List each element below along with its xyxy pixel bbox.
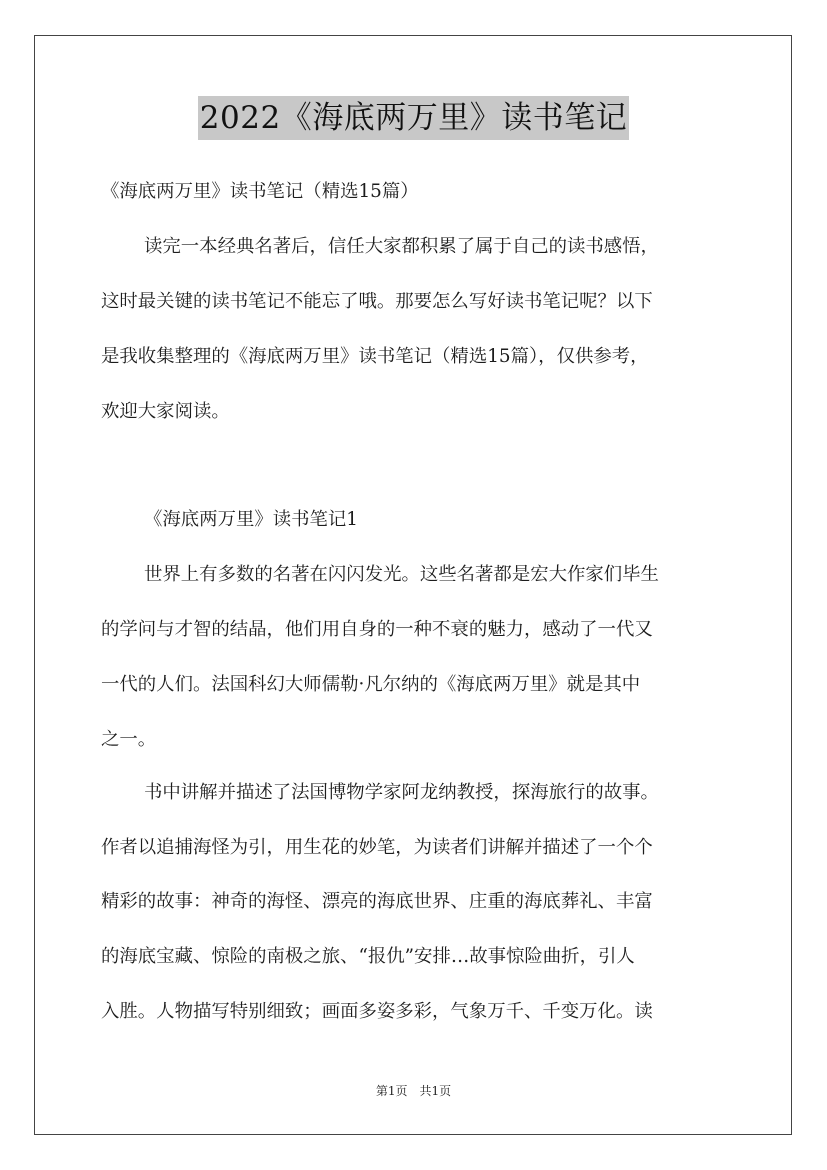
paragraph-line: 书中讲解并描述了法国博物学家阿龙纳教授，探海旅行的故事。: [144, 782, 659, 803]
page-number-footer: 第1页 共1页: [375, 1084, 452, 1098]
paragraph-line: 之一。: [101, 729, 157, 750]
paragraph-line: 入胜。人物描写特别细致；画面多姿多彩，气象万千、千变万化。读: [101, 1001, 653, 1022]
document-subtitle: 《海底两万里》读书笔记（精选15篇）: [101, 181, 419, 202]
intro-line: 读完一本经典名著后，信任大家都积累了属于自己的读书感悟，: [144, 236, 659, 257]
document-title: 2022《海底两万里》读书笔记: [198, 96, 629, 140]
paragraph-line: 世界上有多数的名著在闪闪发光。这些名著都是宏大作家们毕生: [144, 564, 659, 585]
paragraph-line: 一代的人们。法国科幻大师儒勒·凡尔纳的《海底两万里》就是其中: [101, 674, 641, 695]
paragraph-line: 的学问与才智的结晶，他们用自身的一种不衰的魅力，感动了一代又: [101, 619, 653, 640]
title-container: [0, 96, 827, 140]
intro-line: 欢迎大家阅读。: [101, 401, 230, 422]
intro-line: 这时最关键的读书笔记不能忘了哦。那要怎么写好读书笔记呢？以下: [101, 291, 653, 312]
paragraph-line: 的海底宝藏、惊险的南极之旅、“报仇”安排…故事惊险曲折，引人: [101, 946, 635, 967]
section-heading: 《海底两万里》读书笔记1: [144, 509, 358, 530]
paragraph-line: 作者以追捕海怪为引，用生花的妙笔，为读者们讲解并描述了一个个: [101, 837, 653, 858]
paragraph-line: 精彩的故事：神奇的海怪、漂亮的海底世界、庄重的海底葬礼、丰富: [101, 891, 653, 912]
intro-line: 是我收集整理的《海底两万里》读书笔记（精选15篇），仅供参考，: [101, 346, 649, 367]
